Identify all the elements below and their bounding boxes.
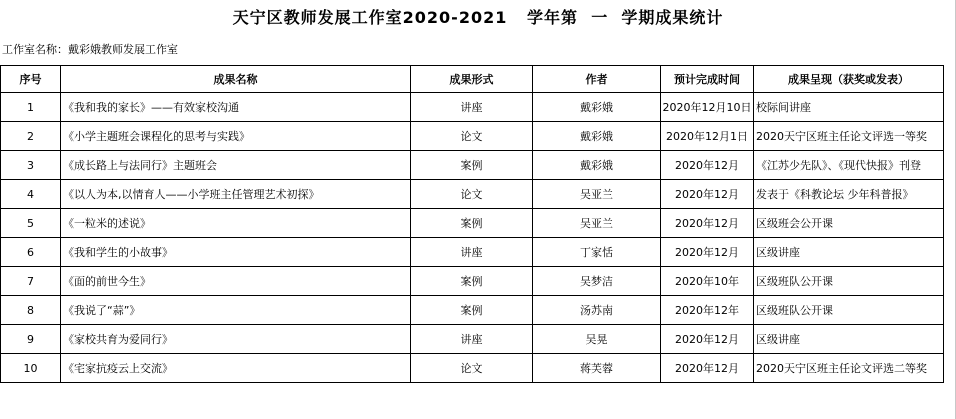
cell-form: 案例 xyxy=(411,151,533,180)
cell-name: 《以人为本,以情育人——小学班主任管理艺术初探》 xyxy=(61,180,411,209)
cell-author: 戴彩娥 xyxy=(533,122,661,151)
cell-result: 区级讲座 xyxy=(754,238,944,267)
cell-date: 2020年12月 xyxy=(661,354,754,383)
cell-author: 蒋芙蓉 xyxy=(533,354,661,383)
table-row xyxy=(1,180,944,209)
cell-form: 讲座 xyxy=(411,325,533,354)
cell-name: 《宅家抗疫云上交流》 xyxy=(61,354,411,383)
cell-date: 2020年12月 xyxy=(661,209,754,238)
cell-index: 10 xyxy=(1,354,61,383)
header-index: 序号 xyxy=(1,66,61,93)
cell-form: 讲座 xyxy=(411,238,533,267)
cell-result: 区级班会公开课 xyxy=(754,209,944,238)
cell-author: 吴亚兰 xyxy=(533,180,661,209)
cell-result: 区级班队公开课 xyxy=(754,267,944,296)
table-row xyxy=(1,296,944,325)
studio-name: 戴彩娥教师发展工作室 xyxy=(68,43,178,56)
cell-name: 《我说了“蒜”》 xyxy=(61,296,411,325)
cell-result: 2020天宁区班主任论文评选二等奖 xyxy=(754,354,944,383)
cell-form: 论文 xyxy=(411,354,533,383)
cell-name: 《小学主题班会课程化的思考与实践》 xyxy=(61,122,411,151)
header-form: 成果形式 xyxy=(411,66,533,93)
cell-date: 2020年12月 xyxy=(661,238,754,267)
cell-date: 2020年12月10日 xyxy=(661,93,754,122)
cell-name: 《我和我的家长》——有效家校沟通 xyxy=(61,93,411,122)
table-row xyxy=(1,238,944,267)
cell-index: 9 xyxy=(1,325,61,354)
cell-index: 1 xyxy=(1,93,61,122)
cell-form: 论文 xyxy=(411,180,533,209)
cell-index: 2 xyxy=(1,122,61,151)
header-author: 作者 xyxy=(533,66,661,93)
cell-index: 6 xyxy=(1,238,61,267)
cell-name: 《我和学生的小故事》 xyxy=(61,238,411,267)
cell-author: 吴晃 xyxy=(533,325,661,354)
cell-date: 2020年12月1日 xyxy=(661,122,754,151)
cell-index: 4 xyxy=(1,180,61,209)
cell-author: 戴彩娥 xyxy=(533,151,661,180)
cell-result: 《江苏少先队》、《现代快报》刊登 xyxy=(754,151,944,180)
studio-label: 工作室名称： xyxy=(2,43,68,56)
cell-date: 2020年10年 xyxy=(661,267,754,296)
header-row xyxy=(1,66,944,93)
results-table xyxy=(0,65,944,383)
table-row xyxy=(1,354,944,383)
cell-name: 《家校共育为爱同行》 xyxy=(61,325,411,354)
cell-name: 《面的前世今生》 xyxy=(61,267,411,296)
cell-index: 3 xyxy=(1,151,61,180)
table-row xyxy=(1,93,944,122)
cell-name: 《成长路上与法同行》主题班会 xyxy=(61,151,411,180)
table-row xyxy=(1,325,944,354)
cell-date: 2020年12月 xyxy=(661,180,754,209)
studio-line xyxy=(2,40,178,60)
cell-name: 《一粒米的述说》 xyxy=(61,209,411,238)
cell-author: 丁家恬 xyxy=(533,238,661,267)
cell-date: 2020年12月 xyxy=(661,325,754,354)
page-title: 天宁区教师发展工作室2020-2021 学年第 一 学期成果统计 xyxy=(232,8,724,27)
cell-author: 吴亚兰 xyxy=(533,209,661,238)
cell-index: 5 xyxy=(1,209,61,238)
cell-result: 校际间讲座 xyxy=(754,93,944,122)
cell-form: 案例 xyxy=(411,209,533,238)
cell-form: 论文 xyxy=(411,122,533,151)
header-name: 成果名称 xyxy=(61,66,411,93)
table-row xyxy=(1,267,944,296)
table-row xyxy=(1,151,944,180)
cell-result: 区级讲座 xyxy=(754,325,944,354)
cell-form: 讲座 xyxy=(411,93,533,122)
cell-date: 2020年12年 xyxy=(661,296,754,325)
cell-author: 吴梦洁 xyxy=(533,267,661,296)
table-row xyxy=(1,209,944,238)
cell-form: 案例 xyxy=(411,267,533,296)
table-row xyxy=(1,122,944,151)
cell-result: 发表于《科教论坛 少年科普报》 xyxy=(754,180,944,209)
cell-author: 戴彩娥 xyxy=(533,93,661,122)
cell-date: 2020年12月 xyxy=(661,151,754,180)
header-date: 预计完成时间 xyxy=(661,66,754,93)
cell-form: 案例 xyxy=(411,296,533,325)
cell-author: 汤苏南 xyxy=(533,296,661,325)
header-result: 成果呈现（获奖或发表） xyxy=(754,66,944,93)
cell-index: 8 xyxy=(1,296,61,325)
cell-result: 区级班队公开课 xyxy=(754,296,944,325)
cell-result: 2020天宁区班主任论文评选一等奖 xyxy=(754,122,944,151)
cell-index: 7 xyxy=(1,267,61,296)
